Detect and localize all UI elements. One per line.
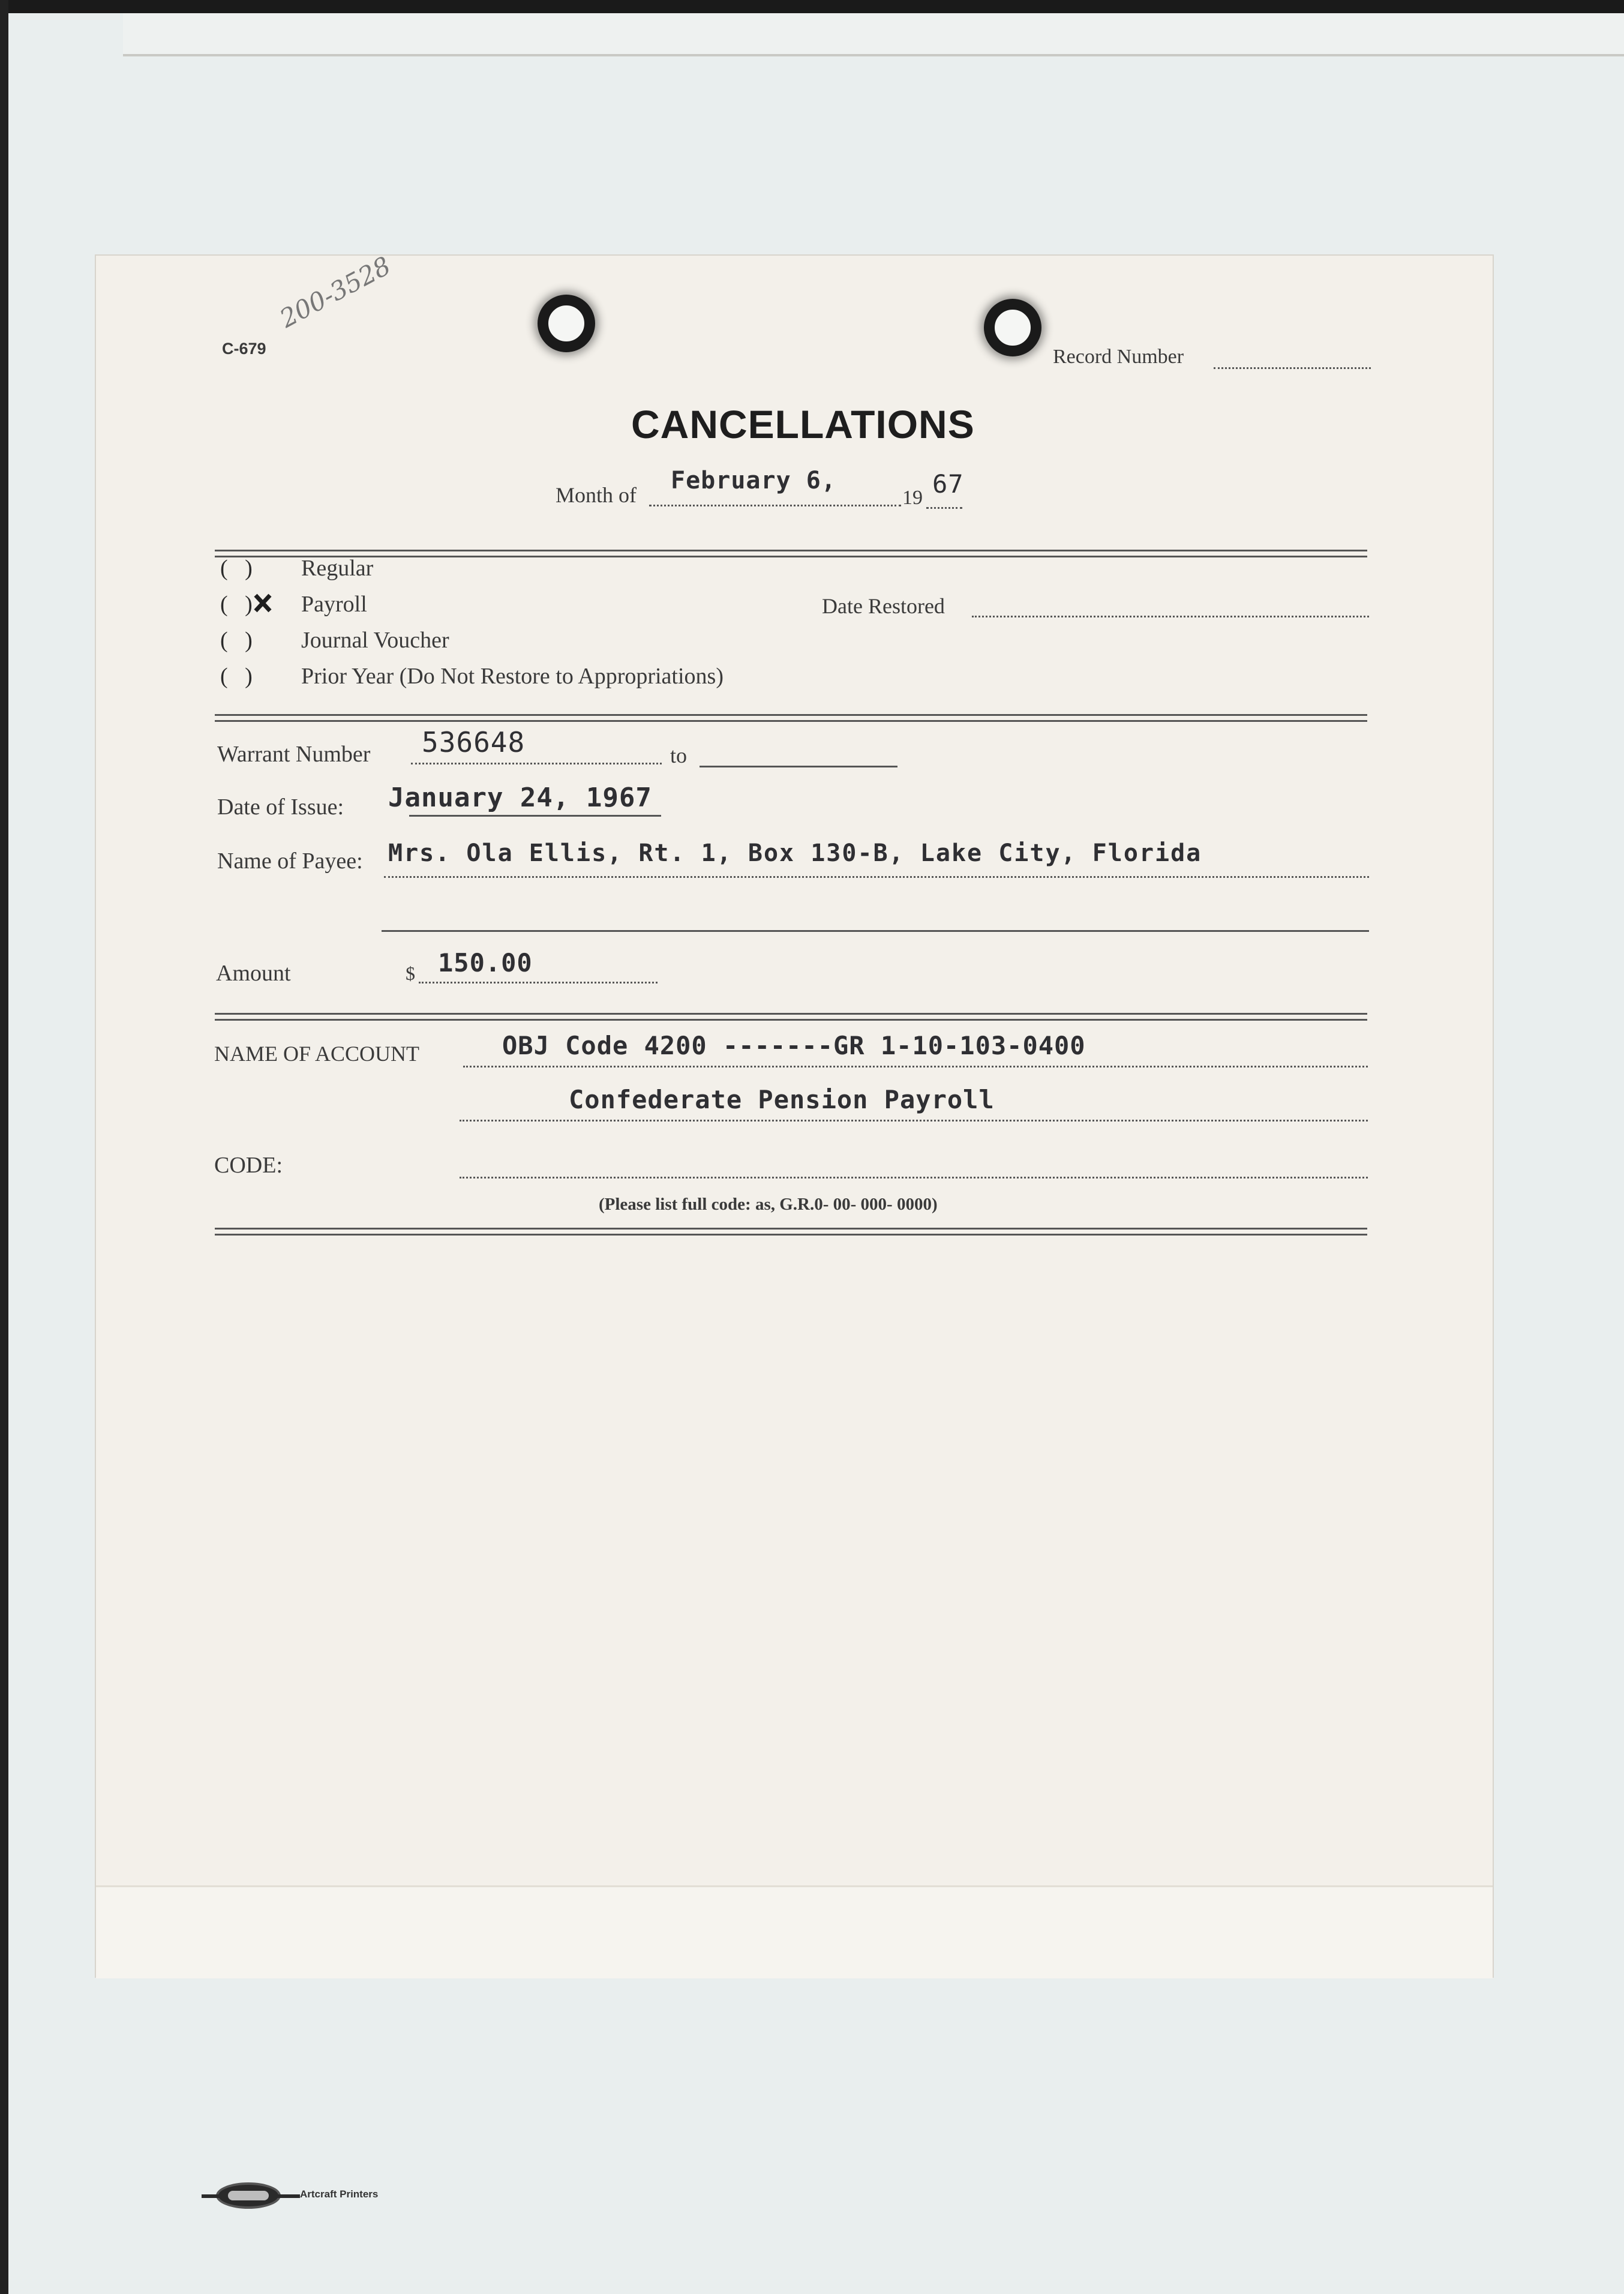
year-prefix: 19 xyxy=(902,487,923,509)
date-of-issue-field[interactable] xyxy=(409,815,661,817)
date-of-issue-label: Date of Issue: xyxy=(217,794,344,820)
account-field-line-1[interactable] xyxy=(463,1066,1368,1067)
account-line-2: Confederate Pension Payroll xyxy=(569,1085,995,1114)
section-divider-3 xyxy=(215,1013,1367,1015)
amount-field[interactable] xyxy=(419,982,658,983)
name-of-payee-value: Mrs. Ola Ellis, Rt. 1, Box 130-B, Lake City, Florida xyxy=(388,839,1202,867)
option-payroll-label: Payroll xyxy=(301,592,367,617)
amount-label: Amount xyxy=(216,961,291,986)
scan-border-top xyxy=(0,0,1624,13)
name-of-payee-label: Name of Payee: xyxy=(217,848,363,874)
account-line-1: OBJ Code 4200 -------GR 1-10-103-0400 xyxy=(502,1031,1086,1060)
section-divider-1 xyxy=(215,550,1367,551)
punch-hole-right xyxy=(984,299,1041,356)
code-field[interactable] xyxy=(460,1177,1368,1179)
warrant-to-label: to xyxy=(670,743,688,767)
section-divider-2 xyxy=(215,714,1367,716)
name-of-payee-field[interactable] xyxy=(384,876,1369,878)
warrant-number-field[interactable] xyxy=(411,763,662,764)
warrant-number-label: Warrant Number xyxy=(217,742,371,767)
option-regular-label: Regular xyxy=(301,556,374,581)
amount-currency: $ xyxy=(406,962,415,984)
record-number-label: Record Number xyxy=(1053,346,1184,368)
checkbox-payroll[interactable]: ( ) xyxy=(220,592,253,617)
form-code: C-679 xyxy=(222,340,266,358)
amount-value: 150.00 xyxy=(438,948,533,977)
code-format-note: (Please list full code: as, G.R.0- 00- 000- 0000) xyxy=(599,1195,938,1214)
printer-logo xyxy=(216,2182,281,2209)
warrant-to-field[interactable] xyxy=(700,766,897,767)
record-number-field[interactable] xyxy=(1214,367,1371,369)
payroll-check-mark xyxy=(254,593,272,613)
section-divider-4 xyxy=(215,1228,1367,1230)
scan-border-left xyxy=(0,0,8,2294)
month-value: February 6, xyxy=(671,467,836,494)
code-label: CODE: xyxy=(214,1153,283,1178)
background-sheet-edge xyxy=(123,13,1624,56)
checkbox-regular[interactable]: ( ) xyxy=(220,556,253,581)
option-journal-voucher-label: Journal Voucher xyxy=(301,628,449,653)
date-restored-label: Date Restored xyxy=(822,594,945,618)
name-of-payee-field-line2[interactable] xyxy=(382,930,1369,932)
warrant-number-value: 536648 xyxy=(422,726,526,758)
form-footer xyxy=(96,1885,1493,1978)
month-of-label: Month of xyxy=(556,483,637,507)
checkbox-journal-voucher[interactable]: ( ) xyxy=(220,628,253,653)
handwritten-reference: 200-3528 xyxy=(275,250,396,334)
cancellation-form-sheet xyxy=(96,250,1493,2200)
year-value: 67 xyxy=(932,469,964,499)
option-prior-year-label: Prior Year (Do Not Restore to Appropriations) xyxy=(301,664,724,689)
month-field[interactable] xyxy=(649,505,901,506)
year-field[interactable] xyxy=(926,507,962,509)
name-of-account-label: NAME OF ACCOUNT xyxy=(214,1042,420,1066)
punch-hole-left xyxy=(538,295,595,352)
checkbox-prior-year[interactable]: ( ) xyxy=(220,664,253,689)
printer-name: Artcraft Printers xyxy=(300,2188,379,2200)
date-restored-field[interactable] xyxy=(972,616,1369,617)
form-title: CANCELLATIONS xyxy=(631,402,975,446)
account-field-line-2[interactable] xyxy=(460,1120,1368,1121)
date-of-issue-value: January 24, 1967 xyxy=(388,782,652,813)
